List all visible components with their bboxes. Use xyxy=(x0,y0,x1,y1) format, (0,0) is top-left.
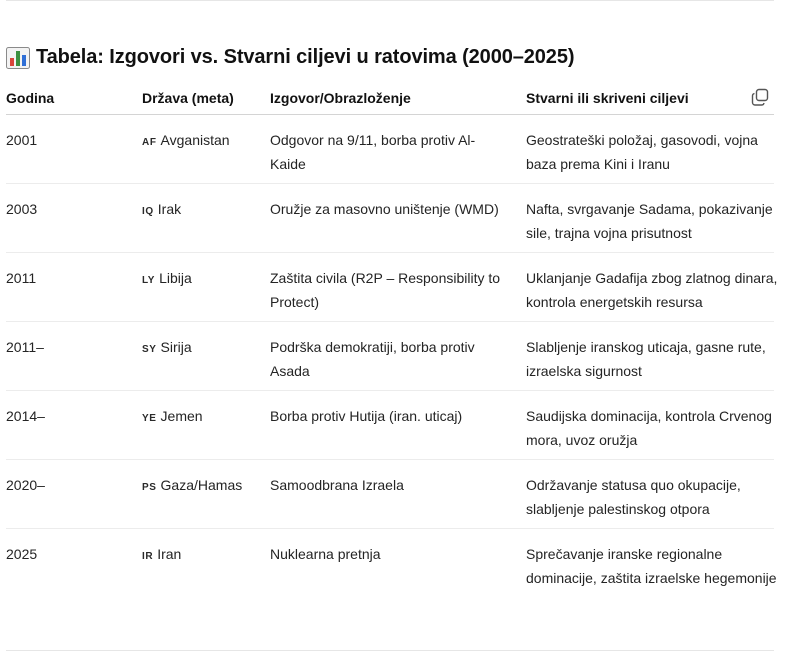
cell-goals: Uklanjanje Gadafija zbog zlatnog dinara, kontrola energetskih resursa xyxy=(526,270,778,310)
heading-text: Tabela: Izgovori vs. Stvarni ciljevi u ratovima (2000–2025) xyxy=(36,46,575,68)
cell-goals: Geostrateški položaj, gasovodi, vojna baza prema Kini i Iranu xyxy=(526,132,758,172)
header-year: Godina xyxy=(6,90,55,106)
cell-year: 2001 xyxy=(6,132,38,148)
bottom-divider xyxy=(6,650,774,651)
flag-sy-icon: SY xyxy=(142,344,157,355)
cell-country xyxy=(142,128,230,155)
country-name: Irak xyxy=(157,201,182,217)
cell-year: 2003 xyxy=(6,201,38,217)
cell-goals: Slabljenje iranskog uticaja, gasne rute, izraelska sigurnost xyxy=(526,339,766,379)
cell-goals: Nafta, svrgavanje Sadama, pokazivanje sile, trajna vojna prisutnost xyxy=(526,201,773,241)
cell-pretext: Oružje za masovno uništenje (WMD) xyxy=(270,201,499,217)
cell-country xyxy=(142,335,192,362)
copy-icon[interactable] xyxy=(750,87,770,107)
flag-af-icon: AF xyxy=(142,137,157,148)
country-name: Libija xyxy=(159,270,192,286)
table-row xyxy=(6,253,778,322)
top-divider xyxy=(6,0,774,1)
table-row xyxy=(6,529,777,597)
cell-pretext: Podrška demokratiji, borba protiv Asada xyxy=(270,339,475,379)
cell-pretext: Zaštita civila (R2P – Responsibility to Protect) xyxy=(270,270,501,310)
cell-year: 2011– xyxy=(6,339,44,355)
table-row xyxy=(6,391,774,460)
cell-year: 2011 xyxy=(6,270,37,286)
cell-country xyxy=(142,473,242,500)
country-name: Sirija xyxy=(160,339,192,355)
table-row xyxy=(6,322,774,391)
flag-ye-icon: YE xyxy=(142,413,157,424)
cell-goals: Sprečavanje iranske regionalne dominacije, zaštita izraelske hegemonije xyxy=(526,546,777,586)
table-heading xyxy=(6,46,574,69)
flag-ps-icon: PS xyxy=(142,482,157,493)
bar-chart-icon xyxy=(6,47,30,69)
header-goals: Stvarni ili skriveni ciljevi xyxy=(526,90,689,106)
cell-pretext: Nuklearna pretnja xyxy=(270,546,381,562)
cell-year: 2025 xyxy=(6,546,38,562)
cell-country xyxy=(142,266,192,293)
cell-pretext: Samoodbrana Izraela xyxy=(270,477,404,493)
cell-year: 2014– xyxy=(6,408,45,424)
cell-year: 2020– xyxy=(6,477,45,493)
cell-goals: Saudijska dominacija, kontrola Crvenog mora, uvoz oružja xyxy=(526,408,772,448)
flag-iq-icon: IQ xyxy=(142,206,154,217)
table-row xyxy=(6,460,774,529)
header-country: Država (meta) xyxy=(142,90,234,106)
cell-goals: Održavanje statusa quo okupacije, slabljenje palestinskog otpora xyxy=(526,477,741,517)
cell-pretext: Borba protiv Hutija (iran. uticaj) xyxy=(270,408,463,424)
table-row xyxy=(6,115,774,184)
cell-country xyxy=(142,404,203,431)
cell-country xyxy=(142,197,181,224)
flag-ly-icon: LY xyxy=(142,275,156,286)
header-pretext: Izgovor/Obrazloženje xyxy=(270,90,411,106)
table-row xyxy=(6,184,774,253)
cell-country xyxy=(142,542,181,569)
country-name: Gaza/Hamas xyxy=(160,477,243,493)
country-name: Jemen xyxy=(160,408,203,424)
cell-pretext: Odgovor na 9/11, borba protiv Al-Kaide xyxy=(270,132,476,172)
flag-ir-icon: IR xyxy=(142,551,154,562)
table-header-row xyxy=(6,86,774,115)
country-name: Avganistan xyxy=(160,132,230,148)
country-name: Iran xyxy=(157,546,182,562)
conflict-table xyxy=(6,86,778,597)
